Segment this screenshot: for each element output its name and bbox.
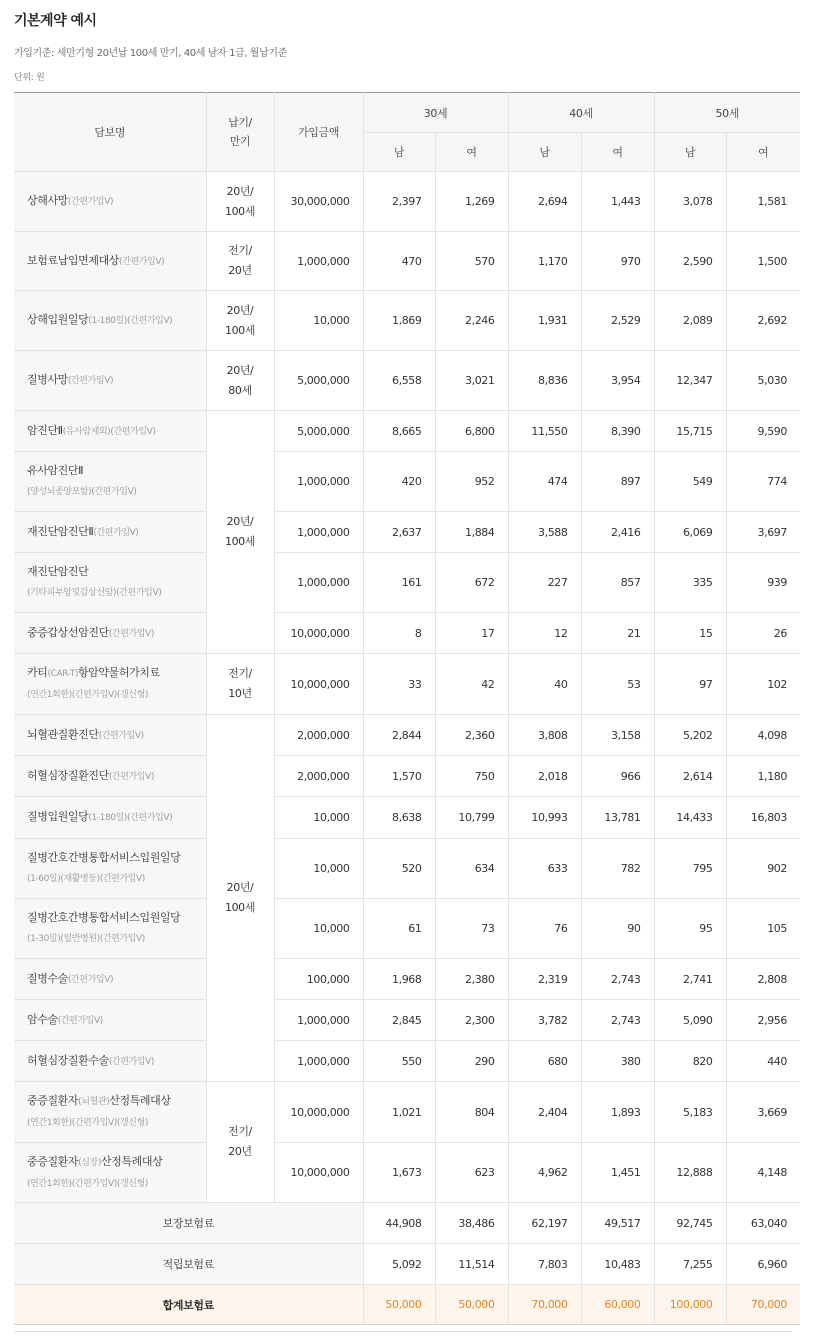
coverage-name bbox=[14, 291, 206, 351]
premium-cell: 3,588 bbox=[508, 512, 581, 553]
table-row bbox=[14, 512, 800, 553]
premium-cell: 2,743 bbox=[581, 1000, 654, 1041]
table-row bbox=[14, 553, 800, 613]
premium-cell: 623 bbox=[435, 1143, 508, 1203]
coverage-title: 암수술 bbox=[27, 1012, 58, 1026]
summary-row bbox=[14, 1244, 800, 1285]
premium-cell: 227 bbox=[508, 553, 581, 613]
coverage-name bbox=[14, 553, 206, 613]
premium-cell: 97 bbox=[654, 654, 726, 715]
premium-cell: 2,741 bbox=[654, 959, 726, 1000]
premium-cell: 102 bbox=[726, 654, 800, 715]
coverage-note: (간편가입Ⅴ) bbox=[67, 974, 114, 985]
insured-amount: 1,000,000 bbox=[274, 452, 363, 512]
premium-cell: 857 bbox=[581, 553, 654, 613]
coverage-title: 뇌혈관질환진단 bbox=[27, 727, 99, 741]
insured-amount: 10,000,000 bbox=[274, 1143, 363, 1203]
premium-cell: 21 bbox=[581, 613, 654, 654]
coverage-name bbox=[14, 1082, 206, 1143]
summary-cell: 49,517 bbox=[581, 1203, 654, 1244]
premium-cell: 61 bbox=[363, 899, 435, 959]
coverage-title: 허혈심장질환수술 bbox=[27, 1053, 109, 1067]
premium-cell: 1,968 bbox=[363, 959, 435, 1000]
premium-cell: 6,800 bbox=[435, 411, 508, 452]
coverage-note: (1-180일)(간편가입Ⅴ) bbox=[88, 813, 173, 823]
premium-cell: 95 bbox=[654, 899, 726, 959]
table-row bbox=[14, 839, 800, 899]
premium-cell: 8,638 bbox=[363, 797, 435, 839]
premium-cell: 2,416 bbox=[581, 512, 654, 553]
insured-amount: 1,000,000 bbox=[274, 1000, 363, 1041]
insured-amount: 10,000 bbox=[274, 839, 363, 899]
coverage-title-cont: 항암약물허가치료 bbox=[77, 666, 160, 679]
premium-cell: 1,451 bbox=[581, 1143, 654, 1203]
total-cell: 50,000 bbox=[435, 1285, 508, 1325]
insured-amount: 10,000 bbox=[274, 899, 363, 959]
premium-cell: 1,170 bbox=[508, 232, 581, 291]
premium-cell: 672 bbox=[435, 553, 508, 613]
insured-amount: 30,000,000 bbox=[274, 172, 363, 232]
period-cell: 20년/ 100세 bbox=[206, 172, 274, 232]
premium-cell: 11,550 bbox=[508, 411, 581, 452]
coverage-note: (1-180일)(간편가입Ⅴ) bbox=[88, 316, 173, 326]
premium-cell: 12 bbox=[508, 613, 581, 654]
summary-cell: 62,197 bbox=[508, 1203, 581, 1244]
summary-cell: 5,092 bbox=[363, 1244, 435, 1285]
total-cell: 70,000 bbox=[726, 1285, 800, 1325]
coverage-name bbox=[14, 839, 206, 899]
premium-cell: 2,743 bbox=[581, 959, 654, 1000]
premium-cell: 8,836 bbox=[508, 351, 581, 411]
page-title: 기본계약 예시 bbox=[14, 13, 97, 29]
premium-cell: 470 bbox=[363, 232, 435, 291]
table-row bbox=[14, 291, 800, 351]
premium-cell: 2,808 bbox=[726, 959, 800, 1000]
coverage-title: 카티 bbox=[27, 666, 48, 679]
coverage-title: 질병사망 bbox=[27, 373, 68, 386]
table-row bbox=[14, 899, 800, 959]
period-cell: 20년/ 80세 bbox=[206, 351, 274, 411]
contract-basis-text: 가입기준: 세만기형 20년납 100세 만기, 40세 남자 1급, 월납기준 bbox=[14, 48, 287, 59]
premium-cell: 440 bbox=[726, 1041, 800, 1082]
premium-cell: 14,433 bbox=[654, 797, 726, 839]
summary-cell: 6,960 bbox=[726, 1244, 800, 1285]
coverage-note: (간편가입Ⅴ) bbox=[67, 376, 114, 386]
premium-cell: 15 bbox=[654, 613, 726, 654]
coverage-detail: (연간1회한)(간편가입Ⅴ)(갱신형) bbox=[27, 1178, 148, 1189]
coverage-note: (간편가입Ⅴ) bbox=[119, 256, 165, 267]
header-age-50: 50세 bbox=[654, 93, 800, 133]
coverage-name bbox=[14, 715, 206, 756]
premium-cell: 970 bbox=[581, 232, 654, 291]
premium-cell: 3,808 bbox=[508, 715, 581, 756]
coverage-title: 허혈심장질환진단 bbox=[27, 768, 109, 782]
premium-cell: 10,993 bbox=[508, 797, 581, 839]
coverage-name bbox=[14, 797, 206, 839]
premium-cell: 634 bbox=[435, 839, 508, 899]
premium-cell: 1,869 bbox=[363, 291, 435, 351]
premium-cell: 335 bbox=[654, 553, 726, 613]
premium-cell: 3,697 bbox=[726, 512, 800, 553]
insured-amount: 1,000,000 bbox=[274, 232, 363, 291]
premium-cell: 2,692 bbox=[726, 291, 800, 351]
premium-cell: 161 bbox=[363, 553, 435, 613]
table-row bbox=[14, 232, 800, 291]
coverage-title: 질병수술 bbox=[27, 971, 68, 985]
total-cell: 50,000 bbox=[363, 1285, 435, 1325]
summary-row bbox=[14, 1203, 800, 1244]
coverage-note: (간편가입Ⅴ) bbox=[67, 197, 114, 207]
coverage-note: (뇌혈관) bbox=[78, 1097, 110, 1107]
premium-cell: 1,673 bbox=[363, 1143, 435, 1203]
premium-cell: 10,799 bbox=[435, 797, 508, 839]
coverage-name bbox=[14, 654, 206, 715]
coverage-title-cont: 산정특례대상 bbox=[100, 1154, 163, 1168]
premium-cell: 804 bbox=[435, 1082, 508, 1143]
premium-cell: 5,183 bbox=[654, 1082, 726, 1143]
premium-cell: 1,180 bbox=[726, 756, 800, 797]
premium-cell: 16,803 bbox=[726, 797, 800, 839]
premium-cell: 3,782 bbox=[508, 1000, 581, 1041]
premium-cell: 750 bbox=[435, 756, 508, 797]
premium-cell: 3,954 bbox=[581, 351, 654, 411]
summary-cell: 7,803 bbox=[508, 1244, 581, 1285]
premium-cell: 17 bbox=[435, 613, 508, 654]
coverage-title: 상해사망 bbox=[27, 194, 68, 207]
insured-amount: 5,000,000 bbox=[274, 411, 363, 452]
premium-cell: 2,089 bbox=[654, 291, 726, 351]
total-cell: 60,000 bbox=[581, 1285, 654, 1325]
insured-amount: 10,000,000 bbox=[274, 613, 363, 654]
coverage-detail: (연간1회한)(간편가입Ⅴ)(갱신형) bbox=[27, 1118, 148, 1128]
header-male: 남 bbox=[654, 133, 726, 172]
premium-cell: 902 bbox=[726, 839, 800, 899]
coverage-note: (간편가입Ⅴ) bbox=[108, 628, 154, 639]
premium-cell: 2,300 bbox=[435, 1000, 508, 1041]
table-row bbox=[14, 1041, 800, 1082]
premium-cell: 2,845 bbox=[363, 1000, 435, 1041]
table-row bbox=[14, 1082, 800, 1143]
premium-cell: 73 bbox=[435, 899, 508, 959]
premium-cell: 5,030 bbox=[726, 351, 800, 411]
coverage-detail: (1-30일)(일반병원)(간편가입Ⅴ) bbox=[27, 934, 145, 944]
coverage-title: 유사암진단Ⅱ bbox=[27, 464, 84, 477]
premium-cell: 966 bbox=[581, 756, 654, 797]
premium-cell: 570 bbox=[435, 232, 508, 291]
insured-amount: 2,000,000 bbox=[274, 715, 363, 756]
premium-cell: 1,581 bbox=[726, 172, 800, 232]
coverage-name bbox=[14, 232, 206, 291]
coverage-name bbox=[14, 452, 206, 512]
premium-cell: 2,844 bbox=[363, 715, 435, 756]
table-row bbox=[14, 1000, 800, 1041]
premium-cell: 8,390 bbox=[581, 411, 654, 452]
coverage-title: 중증질환자 bbox=[27, 1094, 79, 1107]
summary-cell: 44,908 bbox=[363, 1203, 435, 1244]
premium-cell: 3,021 bbox=[435, 351, 508, 411]
period-cell: 전기/ 10년 bbox=[206, 654, 274, 715]
coverage-title: 보험료납입면제대상 bbox=[27, 253, 120, 267]
coverage-note: (간편가입Ⅴ) bbox=[108, 771, 154, 782]
premium-cell: 2,397 bbox=[363, 172, 435, 232]
coverage-name bbox=[14, 1041, 206, 1082]
summary-cell: 11,514 bbox=[435, 1244, 508, 1285]
table-row bbox=[14, 351, 800, 411]
premium-cell: 939 bbox=[726, 553, 800, 613]
premium-cell: 2,614 bbox=[654, 756, 726, 797]
premium-cell: 2,637 bbox=[363, 512, 435, 553]
premium-cell: 2,246 bbox=[435, 291, 508, 351]
premium-cell: 820 bbox=[654, 1041, 726, 1082]
insured-amount: 100,000 bbox=[274, 959, 363, 1000]
table-row bbox=[14, 715, 800, 756]
premium-cell: 1,931 bbox=[508, 291, 581, 351]
coverage-name bbox=[14, 411, 206, 452]
header-male: 남 bbox=[508, 133, 581, 172]
insured-amount: 10,000,000 bbox=[274, 1082, 363, 1143]
header-female: 여 bbox=[726, 133, 800, 172]
table-row bbox=[14, 172, 800, 232]
premium-cell: 520 bbox=[363, 839, 435, 899]
premium-cell: 1,443 bbox=[581, 172, 654, 232]
summary-label: 적립보험료 bbox=[14, 1244, 363, 1285]
total-cell: 100,000 bbox=[654, 1285, 726, 1325]
coverage-name bbox=[14, 756, 206, 797]
summary-cell: 63,040 bbox=[726, 1203, 800, 1244]
premium-cell: 782 bbox=[581, 839, 654, 899]
coverage-note: (CAR-T) bbox=[47, 669, 78, 679]
premium-cell: 2,694 bbox=[508, 172, 581, 232]
premium-cell: 1,570 bbox=[363, 756, 435, 797]
coverage-note: (간편가입Ⅴ) bbox=[93, 527, 139, 538]
coverage-note: (간편가입Ⅴ) bbox=[108, 1056, 154, 1067]
premium-cell: 1,269 bbox=[435, 172, 508, 232]
premium-cell: 4,098 bbox=[726, 715, 800, 756]
table-row bbox=[14, 452, 800, 512]
premium-cell: 12,347 bbox=[654, 351, 726, 411]
premium-cell: 4,148 bbox=[726, 1143, 800, 1203]
table-row bbox=[14, 959, 800, 1000]
premium-cell: 3,669 bbox=[726, 1082, 800, 1143]
premium-cell: 53 bbox=[581, 654, 654, 715]
coverage-detail: (기타피부암및갑상선암)(간편가입Ⅴ) bbox=[27, 588, 162, 598]
period-cell: 전기/ 20년 bbox=[206, 1082, 274, 1203]
coverage-detail: (양성뇌종양포함)(간편가입Ⅴ) bbox=[27, 487, 137, 497]
premium-cell: 3,078 bbox=[654, 172, 726, 232]
premium-cell: 795 bbox=[654, 839, 726, 899]
table-row bbox=[14, 411, 800, 452]
premium-cell: 2,380 bbox=[435, 959, 508, 1000]
premium-cell: 2,404 bbox=[508, 1082, 581, 1143]
premium-cell: 1,500 bbox=[726, 232, 800, 291]
coverage-detail: (연간1회한)(간편가입Ⅴ)(갱신형) bbox=[27, 690, 148, 700]
coverage-title: 중증갑상선암진단 bbox=[27, 625, 109, 639]
header-age-40: 40세 bbox=[508, 93, 654, 133]
premium-cell: 2,319 bbox=[508, 959, 581, 1000]
coverage-name bbox=[14, 351, 206, 411]
premium-cell: 2,360 bbox=[435, 715, 508, 756]
insured-amount: 1,000,000 bbox=[274, 512, 363, 553]
coverage-note: (심장) bbox=[78, 1157, 101, 1168]
coverage-title-cont: 산정특례대상 bbox=[109, 1094, 171, 1107]
coverage-note: (간편가입Ⅴ) bbox=[98, 730, 144, 741]
header-coverage: 담보명 bbox=[14, 93, 206, 172]
premium-cell: 420 bbox=[363, 452, 435, 512]
summary-cell: 92,745 bbox=[654, 1203, 726, 1244]
coverage-title: 질병입원일당 bbox=[27, 810, 89, 823]
coverage-name bbox=[14, 172, 206, 232]
premium-cell: 4,962 bbox=[508, 1143, 581, 1203]
insured-amount: 2,000,000 bbox=[274, 756, 363, 797]
coverage-note: (간편가입Ⅴ) bbox=[57, 1015, 103, 1026]
coverage-note: (유사암제외)(간편가입Ⅴ) bbox=[62, 426, 156, 437]
premium-cell: 1,021 bbox=[363, 1082, 435, 1143]
coverage-name bbox=[14, 899, 206, 959]
period-cell: 전기/ 20년 bbox=[206, 232, 274, 291]
summary-label: 보장보험료 bbox=[14, 1203, 363, 1244]
coverage-title: 재진단암진단 bbox=[27, 565, 89, 578]
unit-label: 단위: 원 bbox=[14, 73, 45, 83]
coverage-title: 중증질환자 bbox=[27, 1154, 79, 1168]
summary-cell: 7,255 bbox=[654, 1244, 726, 1285]
total-row bbox=[14, 1285, 800, 1325]
premium-cell: 42 bbox=[435, 654, 508, 715]
coverage-title: 질병간호간병통합서비스입원일당 bbox=[27, 851, 181, 864]
premium-cell: 380 bbox=[581, 1041, 654, 1082]
coverage-name bbox=[14, 959, 206, 1000]
coverage-title: 암진단Ⅱ bbox=[27, 423, 63, 437]
premium-cell: 5,202 bbox=[654, 715, 726, 756]
premium-cell: 2,529 bbox=[581, 291, 654, 351]
premium-cell: 26 bbox=[726, 613, 800, 654]
premium-cell: 774 bbox=[726, 452, 800, 512]
insured-amount: 1,000,000 bbox=[274, 1041, 363, 1082]
coverage-name bbox=[14, 512, 206, 553]
premium-cell: 3,158 bbox=[581, 715, 654, 756]
insured-amount: 10,000 bbox=[274, 291, 363, 351]
premium-cell: 76 bbox=[508, 899, 581, 959]
header-age-30: 30세 bbox=[363, 93, 508, 133]
premium-cell: 15,715 bbox=[654, 411, 726, 452]
insured-amount: 10,000,000 bbox=[274, 654, 363, 715]
coverage-detail: (1-60일)(재활병동)(간편가입Ⅴ) bbox=[27, 874, 145, 884]
premium-cell: 680 bbox=[508, 1041, 581, 1082]
header-period: 납기/ 만기 bbox=[206, 93, 274, 172]
period-cell: 20년/ 100세 bbox=[206, 291, 274, 351]
premium-cell: 40 bbox=[508, 654, 581, 715]
insured-amount: 1,000,000 bbox=[274, 553, 363, 613]
premium-cell: 13,781 bbox=[581, 797, 654, 839]
table-row bbox=[14, 756, 800, 797]
premium-cell: 8,665 bbox=[363, 411, 435, 452]
premium-cell: 897 bbox=[581, 452, 654, 512]
premium-cell: 952 bbox=[435, 452, 508, 512]
coverage-name bbox=[14, 1000, 206, 1041]
premium-cell: 550 bbox=[363, 1041, 435, 1082]
premium-cell: 549 bbox=[654, 452, 726, 512]
header-amount: 가입금액 bbox=[274, 93, 363, 172]
insured-amount: 5,000,000 bbox=[274, 351, 363, 411]
premium-cell: 6,558 bbox=[363, 351, 435, 411]
summary-cell: 38,486 bbox=[435, 1203, 508, 1244]
coverage-title: 재진단암진단Ⅱ bbox=[27, 524, 94, 538]
premium-cell: 105 bbox=[726, 899, 800, 959]
premium-cell: 2,590 bbox=[654, 232, 726, 291]
table-row bbox=[14, 654, 800, 715]
total-label: 합계보험료 bbox=[14, 1285, 363, 1325]
header-male: 남 bbox=[363, 133, 435, 172]
period-cell: 20년/ 100세 bbox=[206, 411, 274, 654]
coverage-name bbox=[14, 613, 206, 654]
insured-amount: 10,000 bbox=[274, 797, 363, 839]
premium-cell: 1,884 bbox=[435, 512, 508, 553]
coverage-title: 상해입원일당 bbox=[27, 313, 89, 326]
summary-cell: 10,483 bbox=[581, 1244, 654, 1285]
premium-cell: 474 bbox=[508, 452, 581, 512]
table-row bbox=[14, 613, 800, 654]
header-female: 여 bbox=[435, 133, 508, 172]
premium-table bbox=[14, 92, 800, 1325]
total-cell: 70,000 bbox=[508, 1285, 581, 1325]
bottom-divider bbox=[14, 1331, 792, 1332]
premium-cell: 9,590 bbox=[726, 411, 800, 452]
premium-cell: 33 bbox=[363, 654, 435, 715]
table-row bbox=[14, 1143, 800, 1203]
premium-cell: 5,090 bbox=[654, 1000, 726, 1041]
premium-cell: 12,888 bbox=[654, 1143, 726, 1203]
header-female: 여 bbox=[581, 133, 654, 172]
premium-cell: 6,069 bbox=[654, 512, 726, 553]
period-cell: 20년/ 100세 bbox=[206, 715, 274, 1082]
premium-cell: 1,893 bbox=[581, 1082, 654, 1143]
premium-cell: 2,018 bbox=[508, 756, 581, 797]
coverage-name bbox=[14, 1143, 206, 1203]
premium-cell: 290 bbox=[435, 1041, 508, 1082]
premium-cell: 90 bbox=[581, 899, 654, 959]
premium-cell: 8 bbox=[363, 613, 435, 654]
premium-cell: 633 bbox=[508, 839, 581, 899]
table-row bbox=[14, 797, 800, 839]
coverage-title: 질병간호간병통합서비스입원일당 bbox=[27, 911, 181, 924]
premium-cell: 2,956 bbox=[726, 1000, 800, 1041]
